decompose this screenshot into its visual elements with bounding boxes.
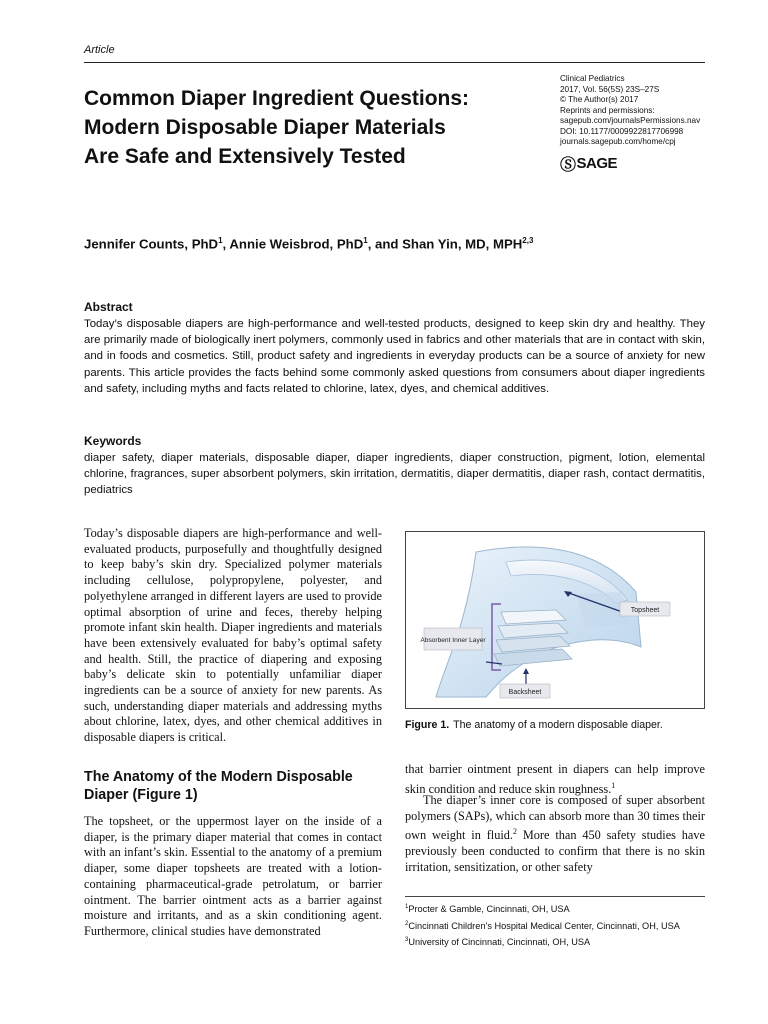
publisher-name: SAGE bbox=[576, 155, 618, 172]
diaper-illustration bbox=[406, 532, 704, 708]
absorbent-label: Absorbent Inner Layer bbox=[420, 637, 486, 644]
affiliation-number: 1 bbox=[405, 904, 409, 910]
affiliation-number: 3 bbox=[405, 937, 409, 944]
abstract-text: Today’s disposable diapers are high-performance and well-tested products, designed to keep skin dry and healthy. They are primarily made of biologically inert polymers, commonly used in fabrics and other materials that are in contact with skin, and in foods and cosmetics. Still, product safety and ingredients in everyday products can be a source of anxiety for new parents. This article provides the facts behind some commonly asked questions from consumers about diaper ingredients and safety, including myths and facts related to chlorine, latex, dyes, and chemical additives. bbox=[84, 318, 705, 395]
topsheet-label: Topsheet bbox=[630, 607, 660, 614]
author-separator: , and bbox=[367, 236, 403, 252]
arrowhead bbox=[523, 668, 529, 674]
affiliations bbox=[405, 900, 680, 950]
backsheet-label: Backsheet bbox=[508, 689, 542, 696]
abstract-heading: Abstract bbox=[84, 300, 133, 314]
affiliation-item bbox=[405, 900, 680, 917]
footnote-divider bbox=[405, 896, 705, 897]
journal-info bbox=[560, 74, 735, 148]
figure-1 bbox=[405, 531, 705, 709]
header-divider bbox=[84, 62, 705, 63]
affiliation-text: Procter & Gamble, Cincinnati, OH, USA bbox=[408, 904, 570, 915]
figure-caption bbox=[405, 719, 663, 731]
body-paragraph: The topsheet, or the uppermost layer on the inside of a diaper, is the primary diaper material that comes in contact with an infant’s skin. Essential to the anatomy of a premium diaper, some diaper topsheets are treated with a lotion-containing pharmaceutical-grade petrolatum, or barrier ointment. The barrier ointment acts as a barrier against moisture and irritants, and as a skin conditioning agent. Furthermore, clinical studies have demonstrated bbox=[84, 814, 382, 938]
section-heading: The Anatomy of the Modern Disposable Diaper (Figure 1) bbox=[84, 769, 353, 803]
doi-link[interactable]: DOI: 10.1177/0009922817706998 bbox=[560, 126, 684, 136]
affiliation-text: University of Cincinnati, Cincinnati, OH, USA bbox=[408, 937, 591, 948]
author-name: Jennifer Counts, PhD bbox=[84, 236, 219, 252]
journal-name: Clinical Pediatrics bbox=[560, 74, 625, 83]
author-affiliation-marker: 1 bbox=[218, 236, 223, 245]
author-separator: , bbox=[222, 236, 230, 252]
author-affiliation-marker: 1 bbox=[363, 236, 368, 245]
paragraph-text: that barrier ointment present in diapers can help improve skin condition and reduce skin roughness. bbox=[405, 762, 705, 796]
reference-marker[interactable]: 2 bbox=[513, 827, 518, 837]
affiliation-item bbox=[405, 917, 680, 934]
affiliation-text: Cincinnati Children’s Hospital Medical Center, Cincinnati, OH, USA bbox=[408, 920, 680, 931]
affiliation-number: 2 bbox=[405, 920, 409, 927]
figure-label: Figure 1. bbox=[405, 719, 450, 731]
author-affiliation-marker: 2,3 bbox=[522, 236, 534, 245]
journal-home-link[interactable]: journals.sagepub.com/home/cpj bbox=[560, 137, 676, 146]
paragraph-text: More than 450 safety studies have previously been conducted to confirm that there is no skin irritation, sensitization, or other safety bbox=[405, 828, 705, 874]
keywords-heading: Keywords bbox=[84, 434, 142, 448]
author-name: Shan Yin, MD, MPH bbox=[402, 236, 523, 252]
article-type-label: Article bbox=[84, 44, 115, 56]
affiliation-item bbox=[405, 933, 680, 950]
permissions-link[interactable]: sagepub.com/journalsPermissions.nav bbox=[560, 116, 701, 125]
figure-caption-text: The anatomy of a modern disposable diaper. bbox=[453, 719, 663, 731]
publisher-logo bbox=[560, 152, 617, 175]
body-paragraph bbox=[405, 793, 705, 876]
sage-s-icon: Ⓢ bbox=[560, 157, 576, 174]
copyright-line: © The Author(s) 2017 bbox=[560, 95, 639, 104]
reprints-label: Reprints and permissions: bbox=[560, 105, 655, 115]
paragraph-text: The diaper’s inner core is composed of super absorbent polymers (SAPs), which can absorb more than 30 times their own weight in fluid. bbox=[405, 793, 705, 843]
author-name: Annie Weisbrod, PhD bbox=[229, 236, 364, 252]
intro-paragraph: Today’s disposable diapers are high-performance and well-evaluated products, purposefully and thoughtfully designed to keep baby’s skin dry. Specialized polymer materials including cellulose, polypropylene, polyester, and polyethylene arranged in different layers are used to provide optimal absorption of urine and feces, thereby helping promote infant skin health. Diaper ingredients and materials have been extensively evaluated for baby’s optimal safety and health. Still, the practice of diapering and exposing baby’s delicate skin to potentially unfamiliar diaper ingredients can be a source of anxiety for new parents. As such, understanding diaper materials and addressing myths about chlorine, latex, dyes, and other chemical additives in disposable diapers is critical. bbox=[84, 526, 382, 745]
paper-title: Common Diaper Ingredient Questions: Modern Disposable Diaper Materials Are Safe and Extensively Tested bbox=[84, 87, 470, 168]
keywords-text: diaper safety, diaper materials, disposable diaper, diaper ingredients, diaper construction, pigment, lotion, elemental chlorine, fragrances, super absorbent polymers, skin irritation, dermatitis, diaper dermatitis, diaper rash, contact dermatitis, pediatrics bbox=[84, 452, 705, 497]
journal-volume: 2017, Vol. 56(5S) 23S–27S bbox=[560, 84, 660, 94]
reference-marker[interactable]: 1 bbox=[611, 780, 616, 790]
author-list bbox=[84, 236, 533, 251]
